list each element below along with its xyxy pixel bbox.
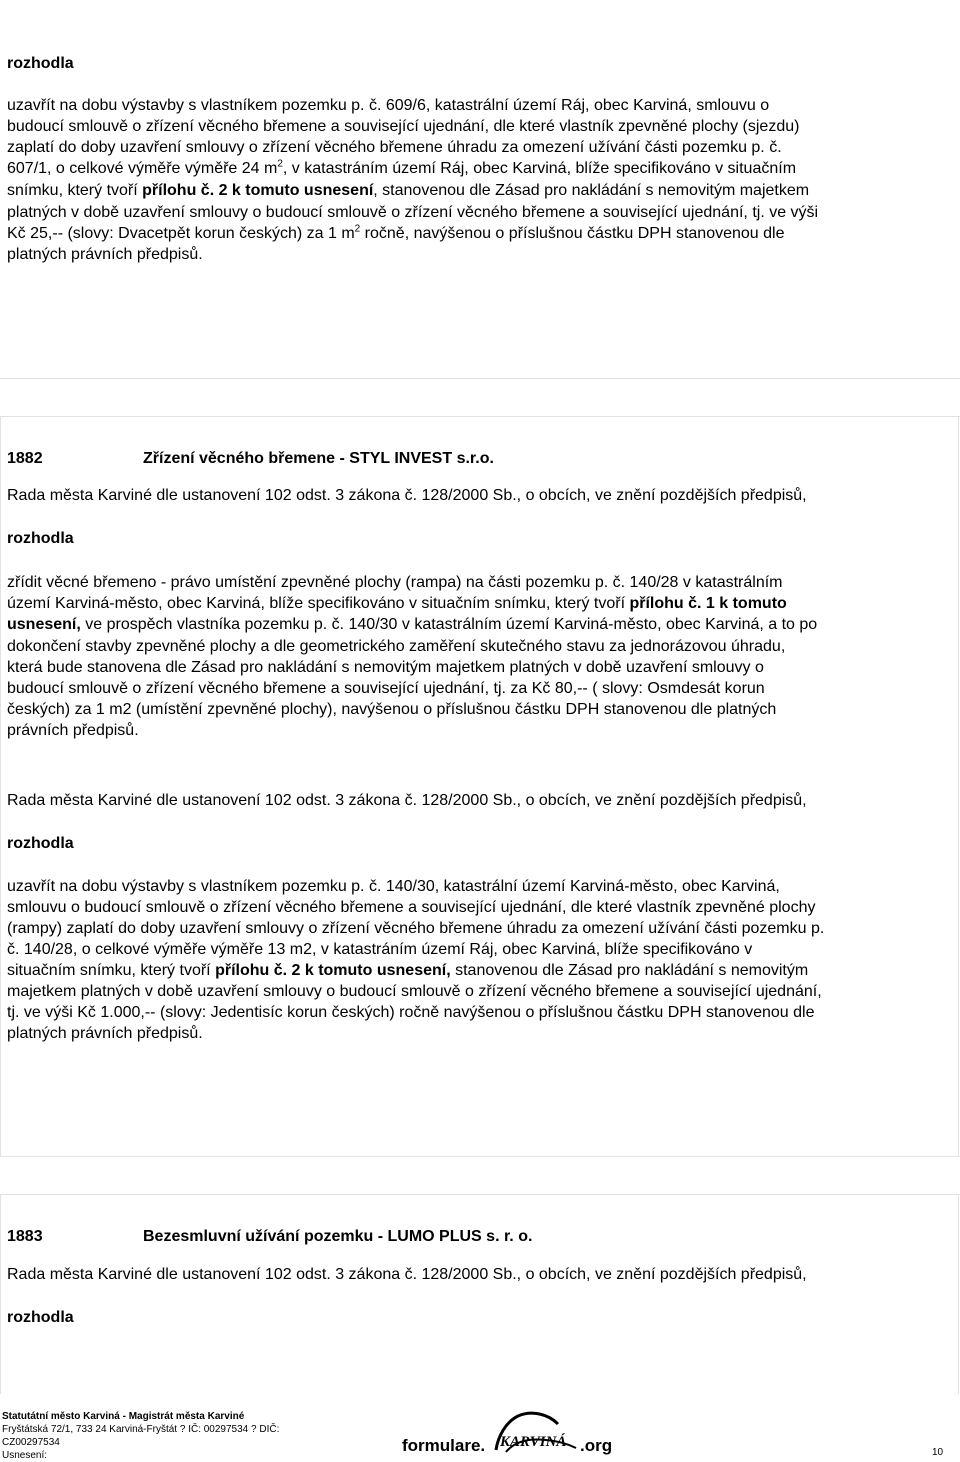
text-line: českých) za 1 m2 (umístění zpevněné plochy), navýšenou o příslušnou částku DPH stanovenou dle platných — [7, 701, 777, 718]
footer-org: Statutátní město Karviná - Magistrát města Karviné — [2, 1411, 245, 1422]
decided-heading: rozhodla — [7, 530, 74, 547]
text-line: č. 140/28, o celkové výměře výměře 13 m2, v katastráním území Ráj, obec Karviná, blíže specifikováno v — [7, 941, 753, 958]
divider — [958, 416, 959, 1156]
text-line: majetkem platných v době uzavření smlouvy o budoucí smlouvě o zřízení věcného břemene a související ujednání, — [7, 983, 822, 1000]
logo-text-left: formulare. — [402, 1436, 486, 1455]
text-line: která bude stanovena dle Zásad pro nakládání s nemovitým majetkem platných v době uzavření smlouvy o — [7, 659, 764, 676]
text-line: usnesení, ve prospěch vlastníka pozemku p. č. 140/30 v katastrálním území Karviná-město, obec Karviná, a to po — [7, 616, 818, 633]
text-line: smlouvu o budoucí smlouvě o zřízení věcného břemene a související ujednání, dle které vlastník zpevněné plochy — [7, 899, 816, 916]
decided-heading: rozhodla — [7, 835, 74, 852]
resolution-title: Zřízení věcného břemene - STYL INVEST s.r.o. — [143, 450, 494, 467]
page-number: 10 — [932, 1447, 944, 1458]
divider — [958, 1194, 959, 1394]
text-line: budoucí smlouvě o zřízení věcného břemene a související ujednání, dle které vlastník zpevněné plochy (sjezdu) — [7, 118, 800, 135]
karvina-logo-icon — [488, 1408, 580, 1457]
decided-heading: rozhodla — [7, 55, 74, 72]
authority-line: Rada města Karviné dle ustanovení 102 odst. 3 zákona č. 128/2000 Sb., o obcích, ve znění pozdějších předpisů, — [7, 487, 807, 504]
text-line: situačním snímku, který tvoří přílohu č. 2 k tomuto usnesení, stanovenou dle Zásad pro nakládání s nemovitým — [7, 962, 809, 979]
text-line: tj. ve výši Kč 1.000,-- (slovy: Jedentisíc korun českých) ročně navýšenou o příslušnou částku DPH stanovenou dle — [7, 1004, 815, 1021]
text-line: 607/1, o celkové výměře výměře 24 $m^2$, v katastráním území Ráj, obec Karviná, blíže specifikováno v situačním — [7, 158, 797, 177]
logo-text-right: .org — [580, 1436, 613, 1455]
authority-line: Rada města Karviné dle ustanovení 102 odst. 3 zákona č. 128/2000 Sb., o obcích, ve znění pozdějších předpisů, — [7, 1266, 807, 1283]
footer-cut-text: Usnesení: — [2, 1450, 48, 1461]
text-line: uzavřít na dobu výstavby s vlastníkem pozemku p. č. 140/30, katastrální území Karviná-město, obec Karviná, — [7, 878, 780, 895]
footer-vat: CZ00297534 — [2, 1437, 60, 1448]
svg-text:KARVINÁ: KARVINÁ — [500, 1434, 567, 1450]
resolution-title: Bezesmluvní užívání pozemku - LUMO PLUS s. r. o. — [143, 1228, 533, 1245]
text-line: platných v době uzavření smlouvy o budoucí smlouvě o zřízení věcného břemene a související ujednání, tj. ve výši — [7, 204, 819, 221]
text-line: území Karviná-město, obec Karviná, blíže specifikováno v situačním snímku, který tvoří přílohu č. 1 k tomuto — [7, 595, 787, 612]
text-line: platných právních předpisů. — [7, 246, 203, 263]
formulare-logo — [402, 1408, 612, 1457]
footer-address: Fryštátská 72/1, 733 24 Karviná-Fryštát ? IČ: 00297534 ? DIČ: — [2, 1424, 280, 1435]
divider — [0, 378, 960, 379]
resolution-number: 1882 — [7, 450, 43, 467]
text-line: uzavřít na dobu výstavby s vlastníkem pozemku p. č. 609/6, katastrální území Ráj, obec Karviná, smlouvu o — [7, 97, 770, 114]
text-line: zřídit věcné břemeno - právo umístění zpevněné plochy (rampa) na části pozemku p. č. 140/28 v katastrálním — [7, 574, 783, 591]
divider — [0, 416, 1, 1156]
text-line: dokončení stavby zpevněné plochy a dle geometrického zaměření skutečného stavu za jednorázovou úhradu, — [7, 638, 786, 655]
text-line: snímku, který tvoří přílohu č. 2 k tomuto usnesení, stanovenou dle Zásad pro nakládání s nemovitým majetkem — [7, 182, 810, 199]
text-line: budoucí smlouvě o zřízení věcného břemene a související ujednání, tj. za Kč 80,-- ( slovy: Osmdesát korun — [7, 680, 765, 697]
text-line: právních předpisů. — [7, 722, 139, 739]
decided-heading: rozhodla — [7, 1309, 74, 1326]
authority-line: Rada města Karviné dle ustanovení 102 odst. 3 zákona č. 128/2000 Sb., o obcích, ve znění pozdějších předpisů, — [7, 792, 807, 809]
text-line: zaplatí do doby uzavření smlouvy o zřízení věcného břemene úhradu za omezení užívání části pozemku p. č. — [7, 139, 782, 156]
text-line: platných právních předpisů. — [7, 1025, 203, 1042]
divider — [0, 1194, 1, 1394]
text-line: Kč 25,-- (slovy: Dvacetpět korun českých) za 1 $m^2$ ročně, navýšenou o příslušnou částku DPH stanovenou dle — [7, 223, 785, 242]
divider — [0, 416, 960, 417]
text-line: (rampy) zaplatí do doby uzavření smlouvy o zřízení věcného břemene úhradu za omezení užívání části pozemku p. — [7, 920, 825, 937]
divider — [0, 1156, 960, 1157]
divider — [0, 1194, 960, 1195]
resolution-number: 1883 — [7, 1228, 43, 1245]
